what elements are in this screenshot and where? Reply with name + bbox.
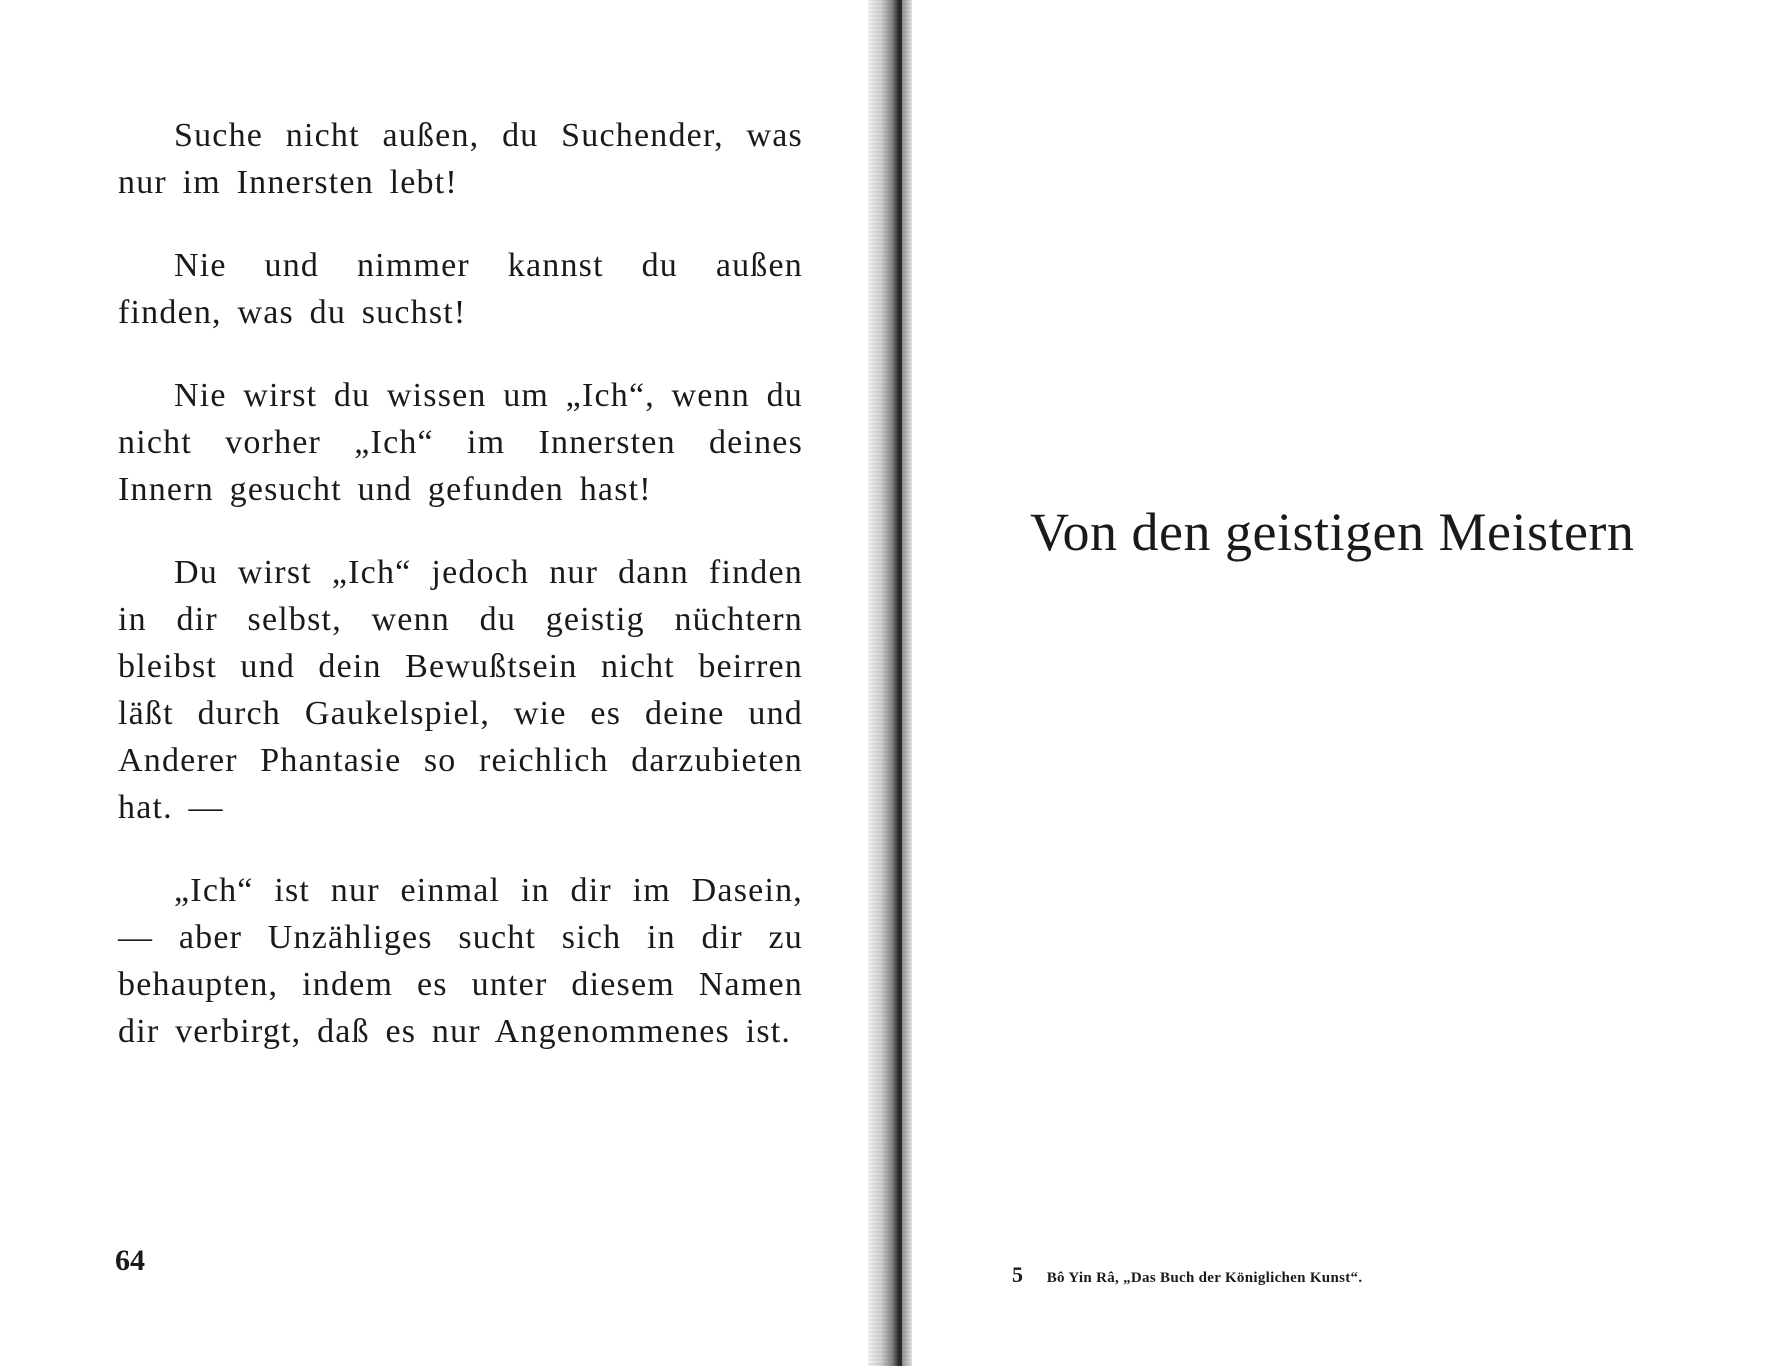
right-page (910, 0, 1774, 1366)
page-number: 64 (115, 1244, 145, 1277)
book-gutter (868, 0, 912, 1366)
footer-text: Bô Yin Râ, „Das Buch der Königlichen Kunst“. (1046, 1270, 1363, 1286)
paragraph: Suche nicht außen, du Suchender, was nur im Innersten lebt! (118, 117, 803, 201)
paragraph: „Ich“ ist nur einmal in dir im Dasein, — aber Unzähliges sucht sich in dir zu behaupten, indem es unter diesem Namen dir verbirgt, daß es nur Angenommenes ist. (118, 872, 803, 1050)
body-text (118, 112, 803, 1091)
paragraph: Nie und nimmer kannst du außen finden, was du suchst! (118, 247, 803, 331)
paragraph: Du wirst „Ich“ jedoch nur dann finden in dir selbst, wenn du geistig nüchtern bleibst und dein Bewußtsein nicht beirren läßt durch Gaukelspiel, wie es deine und Anderer Phantasie so reichlich darzubieten hat. — (118, 554, 803, 826)
paragraph: Nie wirst du wissen um „Ich“, wenn du nicht vorher „Ich“ im Innersten deines Innern gesucht und gefunden hast! (118, 377, 803, 508)
chapter-title: Von den geistigen Meistern (1030, 502, 1635, 562)
left-page (0, 0, 870, 1366)
spine-line (898, 0, 902, 1366)
signature-mark: 5 (1012, 1262, 1023, 1287)
page-footer (1012, 1262, 1362, 1288)
